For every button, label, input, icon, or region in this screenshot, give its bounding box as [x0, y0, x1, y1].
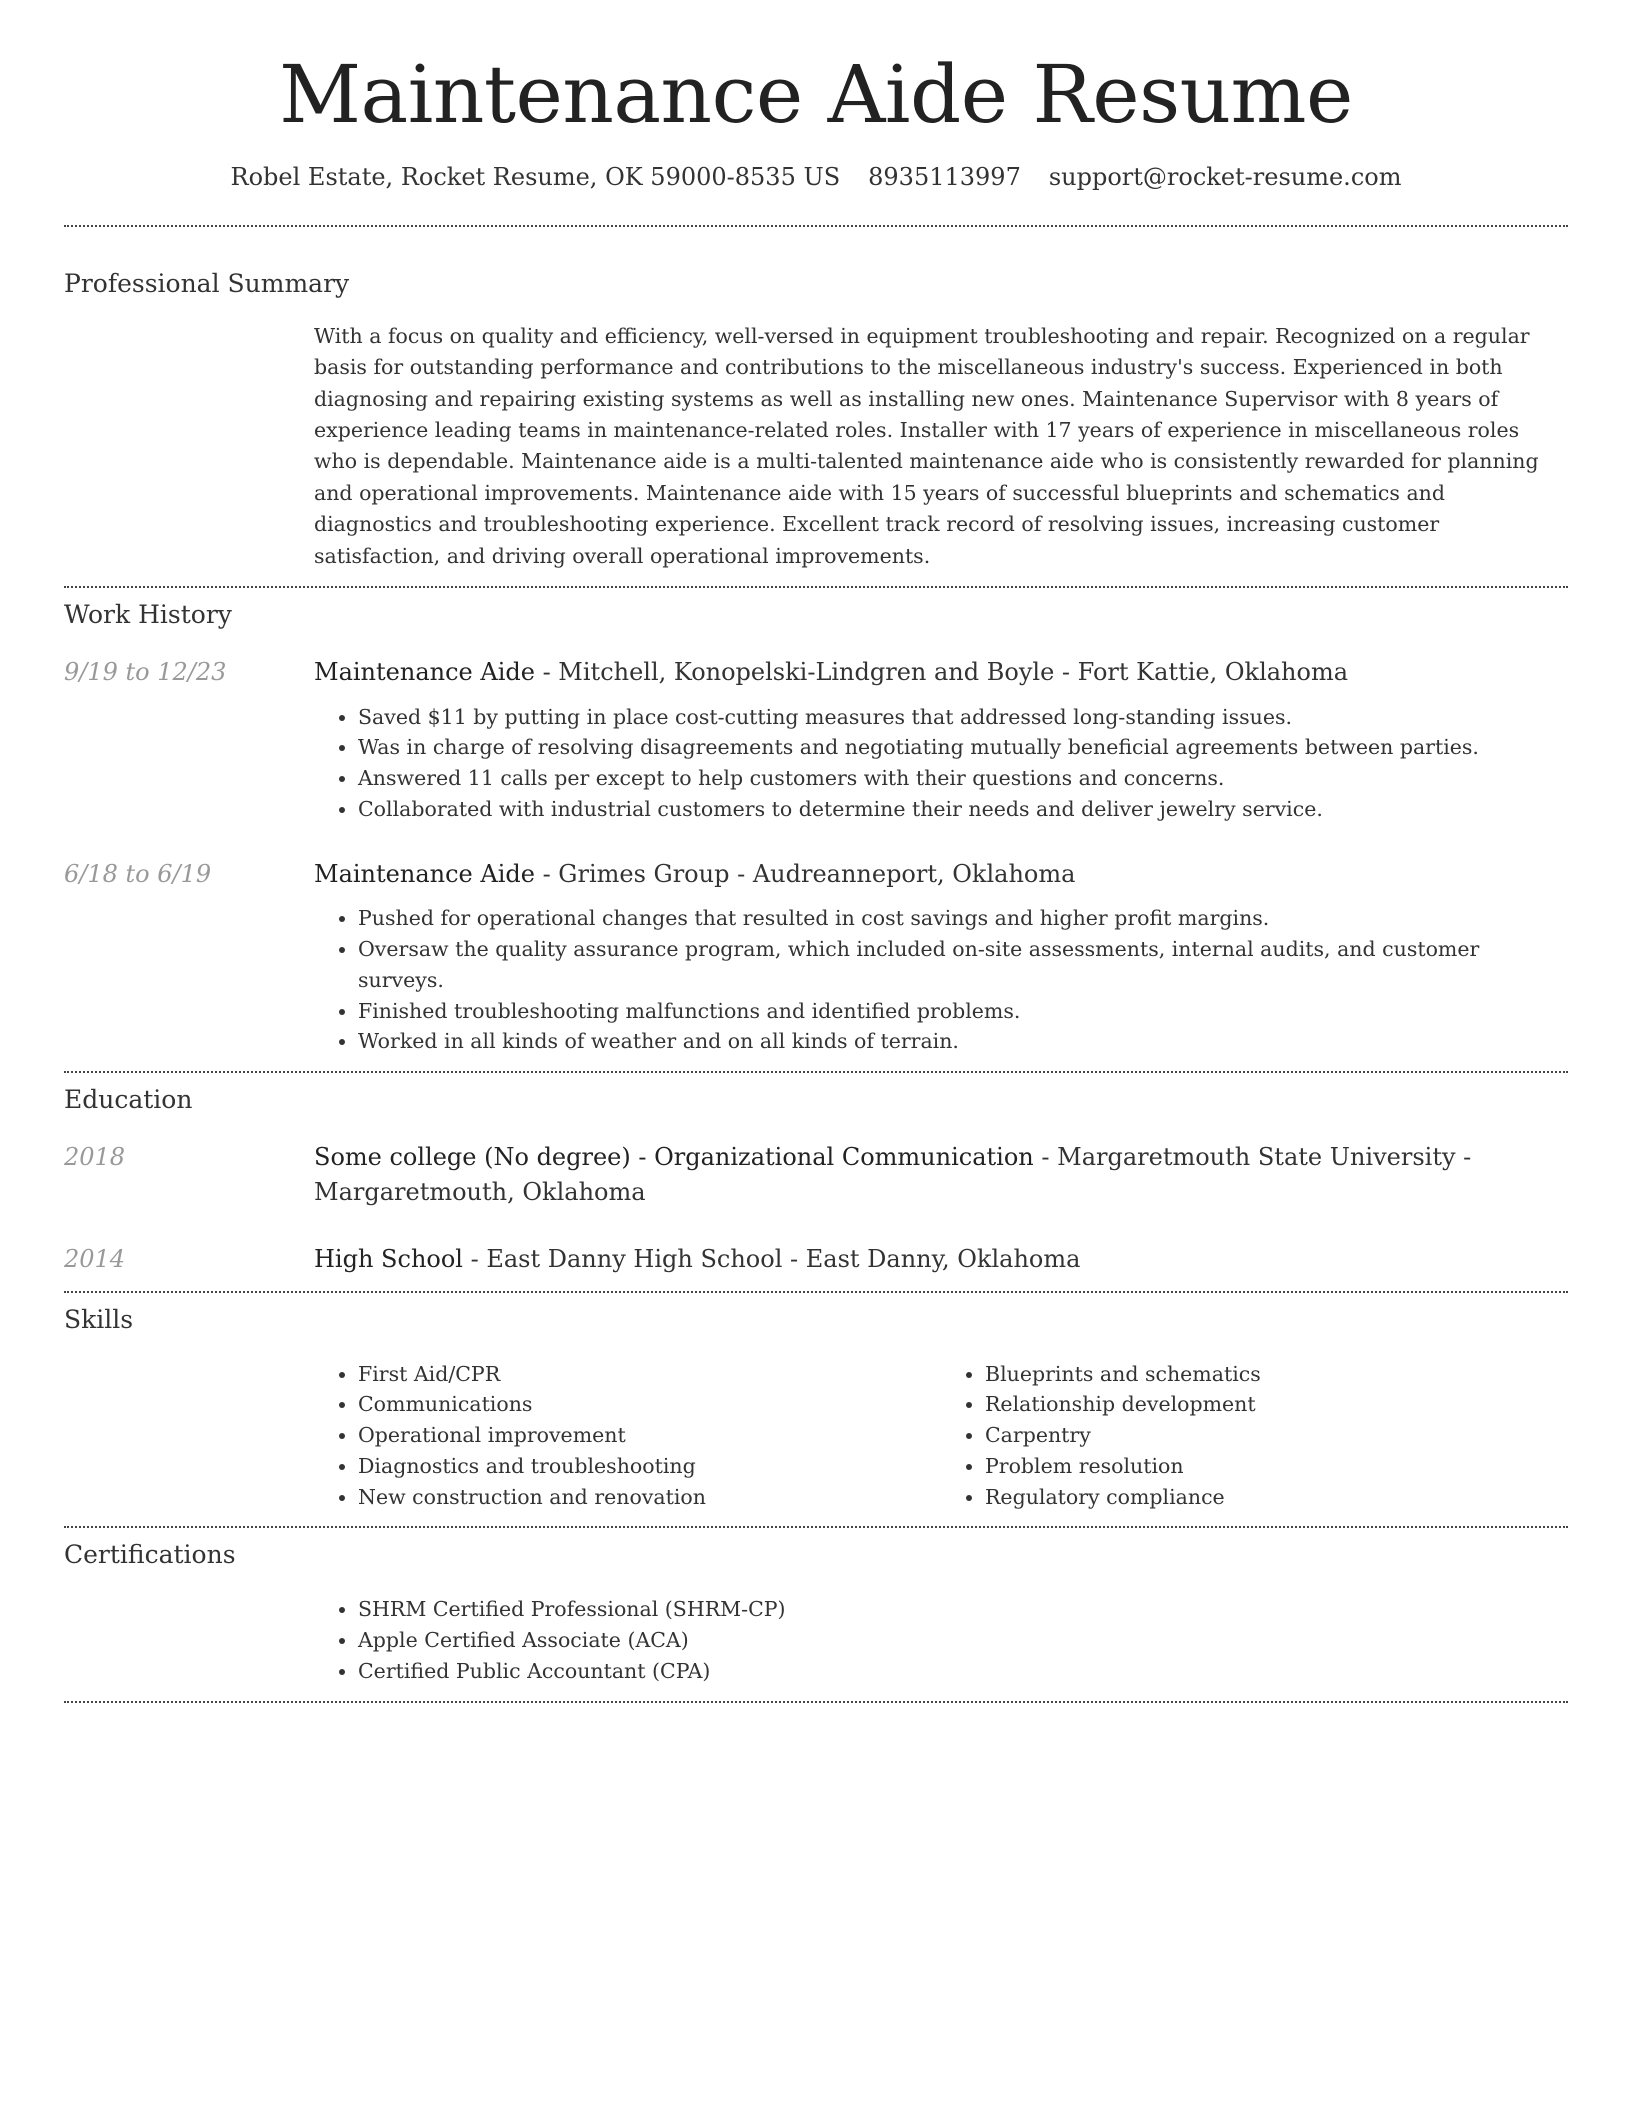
job-title: Maintenance Aide	[314, 859, 535, 888]
list-item: • Oversaw the quality assurance program, which included on-site assessments, internal audits, and customer surveys.	[358, 934, 1568, 996]
list-item: • Pushed for operational changes that resulted in cost savings and higher profit margins.	[358, 903, 1568, 934]
list-item: • Finished troubleshooting malfunctions and identified problems.	[358, 996, 1568, 1027]
job-entry	[64, 857, 1568, 1058]
skills-list-right	[941, 1359, 1568, 1513]
list-item: • Was in charge of resolving disagreements and negotiating mutually beneficial agreements between parties.	[358, 732, 1568, 763]
skills-section	[64, 1293, 1568, 1527]
list-item: • First Aid/CPR	[358, 1359, 941, 1390]
list-item: • Diagnostics and troubleshooting	[358, 1451, 941, 1482]
education-year: 2014	[64, 1244, 126, 1273]
list-item: • Certified Public Accountant (CPA)	[358, 1656, 1568, 1687]
education-heading: Education	[64, 1085, 193, 1115]
job-heading	[314, 655, 1568, 690]
education-degree: Some college (No degree) - Organizational Communication	[314, 1143, 1034, 1172]
section-divider	[64, 1701, 1568, 1703]
resume-page	[64, 0, 1568, 1703]
contact-phone: 8935113997	[868, 163, 1021, 191]
certifications-section	[64, 1528, 1568, 1700]
job-title: Maintenance Aide	[314, 657, 535, 686]
job-bullets	[314, 702, 1568, 825]
certifications-heading: Certifications	[64, 1540, 236, 1570]
list-item: • SHRM Certified Professional (SHRM-CP)	[358, 1594, 1568, 1625]
job-bullets	[314, 903, 1568, 1057]
work-history-section	[64, 588, 1568, 1071]
education-heading-line	[314, 1140, 1568, 1210]
resume-title: Maintenance Aide Resume	[279, 48, 1353, 141]
list-item: • Answered 11 calls per except to help customers with their questions and concerns.	[358, 763, 1568, 794]
job-dates: 9/19 to 12/23	[64, 657, 227, 686]
job-entry	[64, 655, 1568, 825]
summary-section	[64, 227, 1568, 586]
summary-heading: Professional Summary	[64, 269, 350, 298]
skills-grid	[314, 1359, 1568, 1513]
list-item: • New construction and renovation	[358, 1482, 941, 1513]
job-heading	[314, 857, 1568, 892]
certifications-list	[314, 1594, 1568, 1686]
list-item: • Regulatory compliance	[985, 1482, 1568, 1513]
list-item: • Collaborated with industrial customers to determine their needs and deliver jewelry service.	[358, 794, 1568, 825]
education-details: - Margaretmouth State University - Margaretmouth, Oklahoma	[314, 1143, 1472, 1207]
education-degree: High School	[314, 1244, 463, 1273]
list-item: • Saved $11 by putting in place cost-cutting measures that addressed long-standing issues.	[358, 702, 1568, 733]
work-history-heading: Work History	[64, 599, 232, 629]
skills-heading: Skills	[64, 1304, 134, 1334]
list-item: • Relationship development	[985, 1389, 1568, 1420]
list-item: • Apple Certified Associate (ACA)	[358, 1625, 1568, 1656]
list-item: • Communications	[358, 1389, 941, 1420]
list-item: • Operational improvement	[358, 1420, 941, 1451]
skills-list-left	[314, 1359, 941, 1513]
education-section	[64, 1073, 1568, 1290]
list-item: • Blueprints and schematics	[985, 1359, 1568, 1390]
list-item: • Problem resolution	[985, 1451, 1568, 1482]
list-item: • Worked in all kinds of weather and on all kinds of terrain.	[358, 1026, 1568, 1057]
contact-email[interactable]: support@rocket-resume.com	[1048, 163, 1402, 191]
job-dates: 6/18 to 6/19	[64, 859, 212, 888]
education-entry	[64, 1242, 1568, 1277]
summary-text: With a focus on quality and efficiency, well-versed in equipment troubleshooting and repair. Recognized on a regular basis for outstanding performance and contributions to the miscellaneous industry's success. Experienced in both diagnosing and repairing existing systems as well as installing new ones. Maintenance Supervisor with 8 years of experience leading teams in maintenance-related roles. Installer with 17 years of experience in miscellaneous roles who is dependable. Maintenance aide is a multi-talented maintenance aide who is consistently rewarded for planning and operational improvements. Maintenance aide with 15 years of successful blueprints and schematics and diagnostics and troubleshooting experience. Excellent track record of resolving issues, increasing customer satisfaction, and driving overall operational improvements.	[314, 324, 1539, 568]
list-item: • Carpentry	[985, 1420, 1568, 1451]
education-year: 2018	[64, 1143, 126, 1172]
contact-info	[64, 163, 1568, 191]
education-details: - East Danny High School - East Danny, Oklahoma	[462, 1244, 1081, 1273]
education-heading-line	[314, 1242, 1568, 1277]
job-details: - Grimes Group - Audreanneport, Oklahoma	[534, 859, 1076, 888]
job-details: - Mitchell, Konopelski-Lindgren and Boyle - Fort Kattie, Oklahoma	[534, 657, 1349, 686]
education-entry	[64, 1140, 1568, 1210]
contact-address: Robel Estate, Rocket Resume, OK 59000-8535 US	[230, 163, 841, 191]
